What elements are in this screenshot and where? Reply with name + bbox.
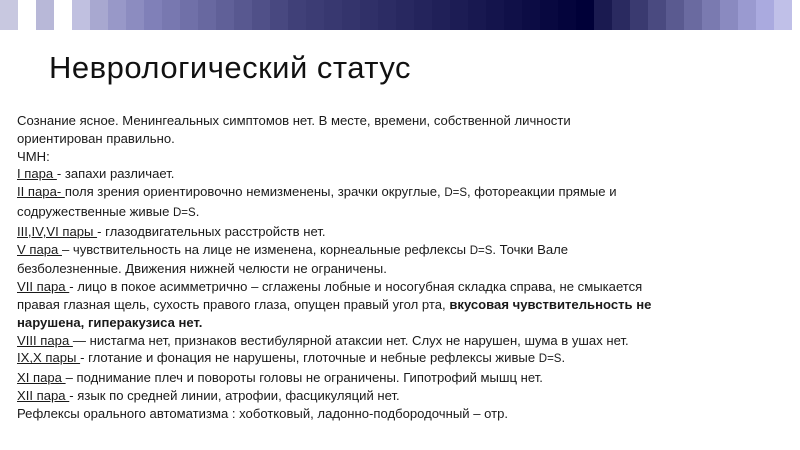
band-square — [612, 0, 630, 30]
nerve-text: - глотание и фонация не нарушены, глоточные и небные рефлексы живые — [80, 350, 539, 366]
band-square — [666, 0, 684, 30]
nerve-label: I пара — [17, 166, 57, 182]
text-line — [17, 314, 787, 332]
nerve-text: поля зрения ориентировочно немизменены, зрачки округлые, — [64, 184, 445, 200]
nerve-text: . — [195, 203, 200, 219]
nerve-label: V пара — [17, 241, 62, 257]
band-square — [522, 0, 540, 30]
band-square — [54, 0, 72, 30]
band-square — [720, 0, 738, 30]
text-line: ЧМН: — [17, 148, 50, 164]
band-square — [432, 0, 450, 30]
bold-text: нарушена, гиперакузиса нет. — [17, 314, 203, 330]
band-square — [234, 0, 252, 30]
ds-mark: D=S — [444, 187, 468, 200]
band-square — [144, 0, 162, 30]
nerve-label: II пара- — [17, 184, 65, 200]
text-line — [17, 183, 787, 203]
ds-mark: D=S — [173, 206, 196, 219]
band-square — [756, 0, 774, 30]
nerve-text: , фотореакции прямые и — [467, 184, 617, 200]
band-square — [684, 0, 702, 30]
band-square — [576, 0, 594, 30]
text-line — [17, 296, 787, 314]
text-line: ориентирован правильно. — [17, 130, 175, 146]
band-square — [270, 0, 288, 30]
band-square — [774, 0, 792, 30]
band-square — [0, 0, 18, 30]
nerve-label: III,IV,VI пары — [17, 223, 98, 239]
band-square — [414, 0, 432, 30]
band-square — [162, 0, 180, 30]
band-square — [36, 0, 54, 30]
text-line — [17, 203, 787, 223]
nerve-label: XI пара — [17, 370, 66, 386]
text-line — [17, 349, 787, 369]
band-square — [18, 0, 36, 30]
text-line — [17, 165, 787, 183]
bold-text: вкусовая чувствительность не — [449, 296, 652, 312]
band-square — [288, 0, 306, 30]
nerve-text: правая глазная щель, сухость правого глаза, опущен правый угол рта, — [17, 296, 450, 312]
text-line — [17, 241, 787, 261]
band-square — [648, 0, 666, 30]
text-line: Рефлексы орального автоматизма : хоботковый, ладонно-подбородочный – отр. — [17, 405, 509, 421]
nerve-label: XII пара — [17, 387, 70, 403]
nerve-text: – поднимание плеч и повороты головы не ограничены. Гипотрофий мышц нет. — [65, 370, 543, 386]
band-square — [738, 0, 756, 30]
ds-mark: D=S — [469, 244, 493, 257]
band-square — [342, 0, 360, 30]
band-square — [198, 0, 216, 30]
band-square — [594, 0, 612, 30]
band-square — [450, 0, 468, 30]
band-square — [702, 0, 720, 30]
band-square — [468, 0, 486, 30]
text-line — [17, 387, 787, 405]
nerve-text: . — [561, 350, 566, 366]
text-line: безболезненные. Движения нижней челюсти не ограничены. — [17, 261, 387, 277]
nerve-text: – чувствительность на лице не изменена, корнеальные рефлексы — [61, 241, 470, 257]
nerve-text: содружественные живые — [17, 203, 173, 219]
band-square — [216, 0, 234, 30]
nerve-text: - лицо в покое асимметрично – сглажены лобные и носогубная складка справа, не смыкается — [69, 279, 643, 295]
nerve-text: - глазодвигательных расстройств нет. — [97, 223, 326, 239]
band-square — [558, 0, 576, 30]
text-line — [17, 223, 787, 241]
band-square — [360, 0, 378, 30]
band-square — [396, 0, 414, 30]
text-line: Сознание ясное. Менингеальных симптомов нет. В месте, времени, собственной личности — [17, 113, 571, 128]
text-line — [17, 332, 787, 350]
nerve-label: VIII пара — [17, 332, 73, 348]
nerve-text: - язык по средней линии, атрофии, фасцикуляций нет. — [69, 387, 400, 403]
band-square — [378, 0, 396, 30]
nerve-label: IX,X пары — [17, 350, 81, 366]
text-line — [17, 278, 787, 296]
band-square — [630, 0, 648, 30]
nerve-text: . Точки Вале — [492, 241, 569, 257]
band-square — [306, 0, 324, 30]
page-title: Неврологический статус — [49, 50, 412, 85]
ds-mark: D=S — [538, 353, 562, 366]
band-square — [90, 0, 108, 30]
band-square — [504, 0, 522, 30]
nerve-label: VII пара — [17, 279, 70, 295]
band-square — [252, 0, 270, 30]
document-body — [17, 112, 787, 423]
band-square — [72, 0, 90, 30]
band-square — [126, 0, 144, 30]
band-square — [324, 0, 342, 30]
nerve-text: - запахи различает. — [56, 166, 175, 182]
decorative-color-band — [0, 0, 800, 30]
band-square — [180, 0, 198, 30]
band-square — [486, 0, 504, 30]
nerve-text: — нистагма нет, признаков вестибулярной атаксии нет. Слух не нарушен, шума в ушах нет. — [72, 332, 629, 348]
text-line — [17, 369, 787, 387]
band-square — [108, 0, 126, 30]
band-square — [540, 0, 558, 30]
